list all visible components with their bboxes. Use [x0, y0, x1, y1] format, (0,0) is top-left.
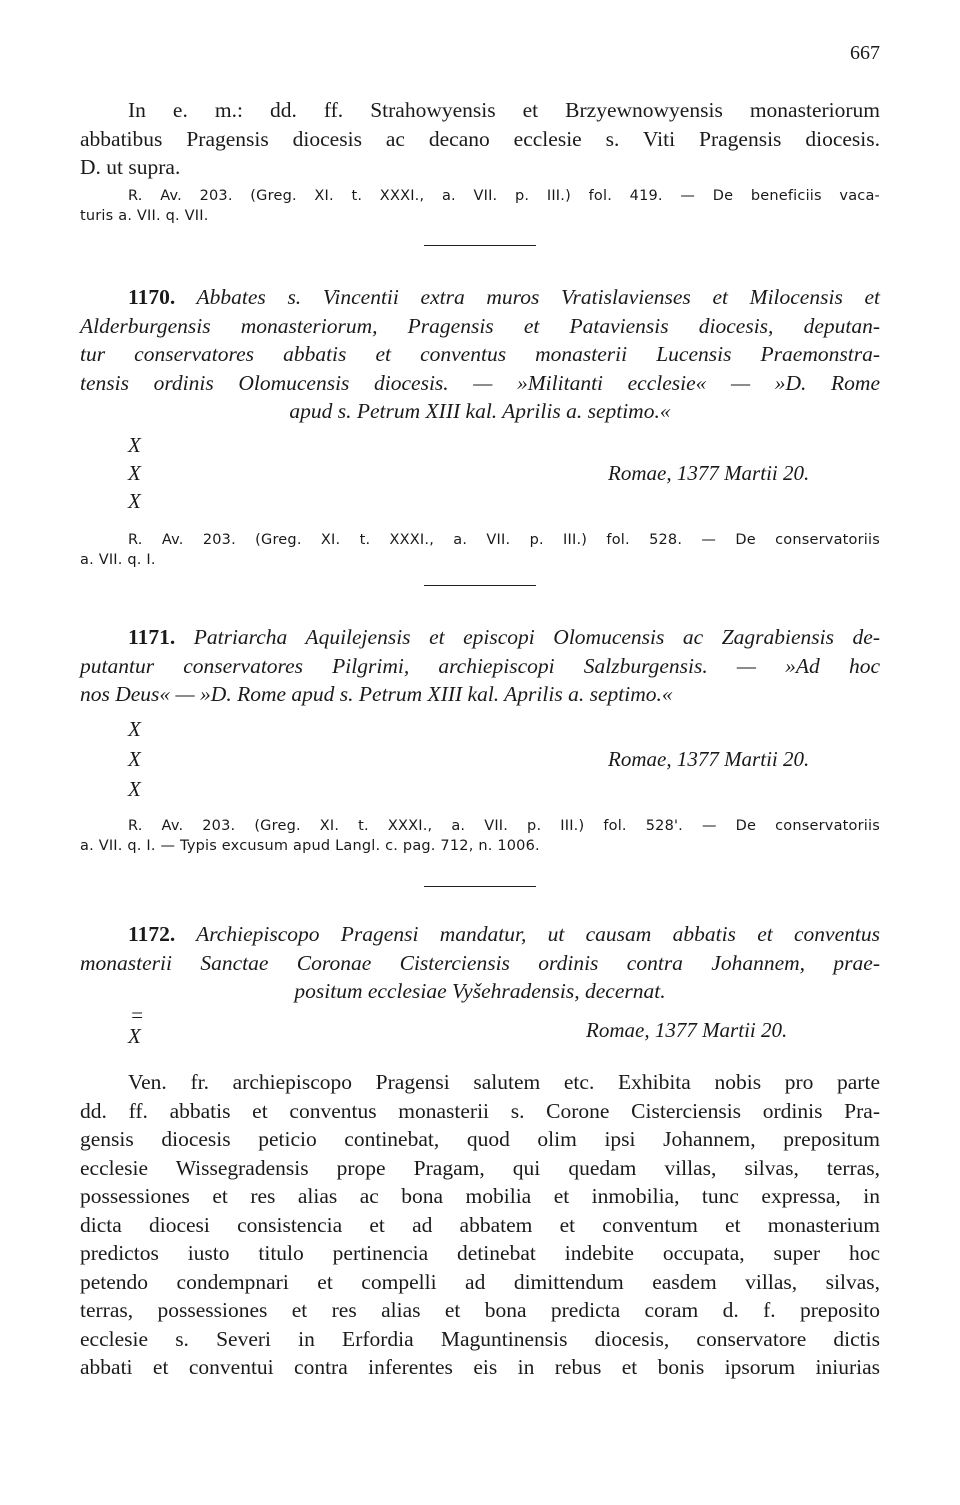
mark-x: X [128, 433, 141, 457]
body-line: petendo condempnari et compelli ad dimittendum easdem villas, silvas, [80, 1269, 880, 1294]
page-number: 667 [850, 42, 880, 64]
entry-1172-body [80, 1068, 880, 1382]
mark-x: X [128, 461, 141, 485]
intro-paragraph [80, 96, 880, 182]
entry-line: tensis ordinis Olomucensis diocesis. — »Militanti ecclesie« — »D. Rome [80, 370, 880, 395]
section-divider [424, 585, 536, 586]
entry-date: Romae, 1377 Martii 20. [608, 461, 810, 485]
body-line: dd. ff. abbatis et conventus monasterii s. Corone Cisterciensis ordinis Pra- [80, 1098, 880, 1123]
section-divider [424, 886, 536, 887]
body-line: gensis diocesis peticio continebat, quod olim ipsi Johannem, prepositum [80, 1127, 880, 1151]
entry-1171-source-note [80, 816, 880, 856]
note-line: a. VII. q. I. [80, 552, 156, 568]
mark-x: X [128, 489, 141, 513]
body-line: ecclesie Wissegradensis prope Pragam, qui quedam villas, silvas, terras, [80, 1155, 880, 1180]
entry-date: Romae, 1377 Martii 20. [586, 1018, 788, 1042]
mark-x: X [128, 717, 141, 741]
entry-date: Romae, 1377 Martii 20. [608, 747, 810, 771]
entry-number: 1172. [128, 922, 176, 946]
document-page [80, 0, 880, 1505]
entry-1171-heading [80, 623, 880, 709]
entry-1172-heading [80, 920, 880, 1006]
body-line: possessiones et res alias ac bona mobilia et inmobilia, tunc expressa, in [80, 1184, 880, 1208]
entry-line: nos Deus« — »D. Rome apud s. Petrum XIII kal. Aprilis a. septimo.« [80, 682, 673, 706]
entry-number: 1170. [128, 285, 176, 309]
entry-line: Alderburgensis monasteriorum, Pragensis et Pataviensis diocesis, deputan- [80, 313, 880, 338]
intro-line: D. ut supra. [80, 155, 181, 179]
note-line: R. Av. 203. (Greg. XI. t. XXXI., a. VII. p. III.) fol. 528. — De conservatoriis [128, 532, 880, 548]
entry-1170-source-note [80, 530, 880, 570]
body-line: Ven. fr. archiepiscopo Pragensi salutem etc. Exhibita nobis pro parte [128, 1070, 880, 1094]
entry-line: putantur conservatores Pilgrimi, archiepiscopi Salzburgensis. — »Ad hoc [80, 653, 880, 678]
section-divider [424, 245, 536, 246]
mark-x: X [128, 1024, 141, 1048]
entry-number: 1171. [128, 625, 176, 649]
intro-source-note [80, 186, 880, 226]
entry-line: monasterii Sanctae Coronae Cisterciensis ordinis contra Johannem, prae- [80, 950, 880, 975]
body-line: abbati et conventui contra inferentes eis in rebus et bonis ipsorum iniurias [80, 1355, 880, 1379]
entry-1170-heading [80, 283, 880, 426]
entry-line: Archiepiscopo Pragensi mandatur, ut causam abbatis et conventus [196, 922, 880, 946]
entry-line: Patriarcha Aquilejensis et episcopi Olomucensis ac Zagrabiensis de- [193, 625, 880, 649]
entry-line: positum ecclesiae Vyšehradensis, decernat. [294, 979, 666, 1003]
entry-line: Abbates s. Vincentii extra muros Vratislavienses et Milocensis et [196, 285, 880, 309]
body-line: terras, possessiones et res alias et bona predicta coram d. f. preposito [80, 1298, 880, 1322]
body-line: ecclesie s. Severi in Erfordia Maguntinensis diocesis, conservatore dictis [80, 1326, 880, 1351]
intro-line: abbatibus Pragensis diocesis ac decano ecclesie s. Viti Pragensis diocesis. [80, 126, 880, 151]
body-line: dicta diocesi consistencia et ad abbatem et conventum et monasterium [80, 1212, 880, 1237]
body-line: predictos iusto titulo pertinencia detinebat indebite occupata, super hoc [80, 1241, 880, 1265]
note-line: turis a. VII. q. VII. [80, 208, 209, 224]
mark-x: X [128, 777, 141, 801]
entry-line: apud s. Petrum XIII kal. Aprilis a. septimo.« [289, 399, 671, 423]
mark-equals: = [129, 1003, 145, 1027]
note-line: R. Av. 203. (Greg. XI. t. XXXI., a. VII. p. III.) fol. 419. — De beneficiis vaca- [128, 188, 880, 204]
note-line: R. Av. 203. (Greg. XI. t. XXXI., a. VII. p. III.) fol. 528'. — De conservatoriis [128, 818, 880, 834]
entry-line: tur conservatores abbatis et conventus monasterii Lucensis Praemonstra- [80, 342, 880, 366]
intro-line: In e. m.: dd. ff. Strahowyensis et Brzyewnowyensis monasteriorum [128, 98, 880, 122]
note-line: a. VII. q. I. — Typis excusum apud Langl. c. pag. 712, n. 1006. [80, 838, 540, 854]
mark-x: X [128, 747, 141, 771]
